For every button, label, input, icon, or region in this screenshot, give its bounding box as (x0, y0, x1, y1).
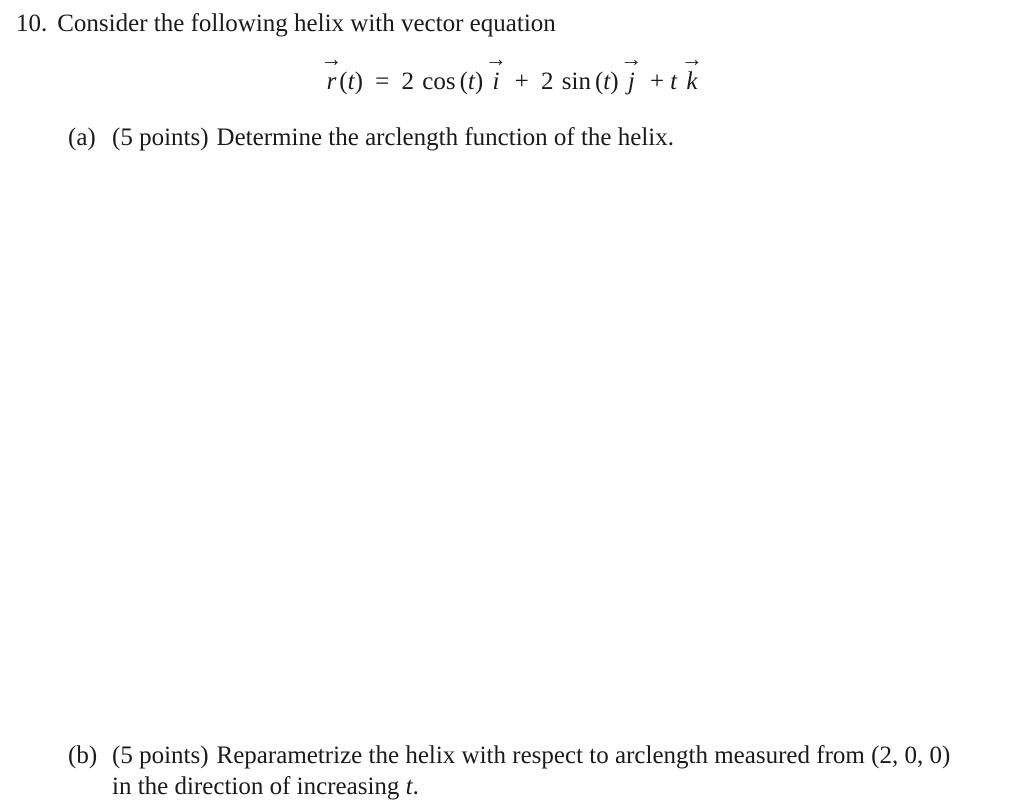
cos-argument: (t) (459, 68, 484, 95)
equals-sign: = (375, 68, 390, 95)
plus-sign: + (514, 68, 529, 95)
vector-i: → i (484, 46, 507, 95)
part-a-label: (a) (68, 124, 96, 151)
coefficient-2: 2 (541, 68, 554, 95)
lhs-argument: (t) (339, 68, 363, 95)
part-a-text: Determine the arclength function of the helix. (216, 124, 675, 151)
vector-arrow-icon: → (620, 46, 643, 71)
plus-sign: + (650, 68, 665, 95)
cos-function: cos (422, 68, 456, 95)
vector-r: → r (320, 46, 343, 95)
vector-arrow-icon: → (320, 46, 343, 71)
vector-arrow-icon: → (680, 46, 703, 71)
scalar-t: t (670, 68, 678, 95)
helix-vector-equation (0, 46, 1024, 102)
problem-intro: Consider the following helix with vector equation (57, 10, 556, 37)
part-b-text-line1: Reparametrize the helix with respect to arclength measured from (2, 0, 0) (216, 742, 951, 769)
vector-k: → k (680, 46, 703, 95)
part-b-points: (5 points) (112, 742, 209, 769)
problem-statement (16, 8, 556, 40)
coefficient-1: 2 (401, 68, 415, 95)
sin-function: sin (561, 68, 591, 95)
vector-j: → j (620, 46, 643, 95)
part-b-label: (b) (68, 742, 98, 769)
sin-argument: (t) (594, 68, 619, 95)
part-b (68, 740, 1018, 802)
part-a (68, 122, 674, 153)
variable-t: t (405, 773, 413, 800)
problem-number: 10. (16, 10, 48, 37)
part-b-text-line2: in the direction of increasing t. (112, 773, 419, 800)
vector-arrow-icon: → (484, 46, 507, 71)
part-a-points: (5 points) (112, 124, 209, 151)
